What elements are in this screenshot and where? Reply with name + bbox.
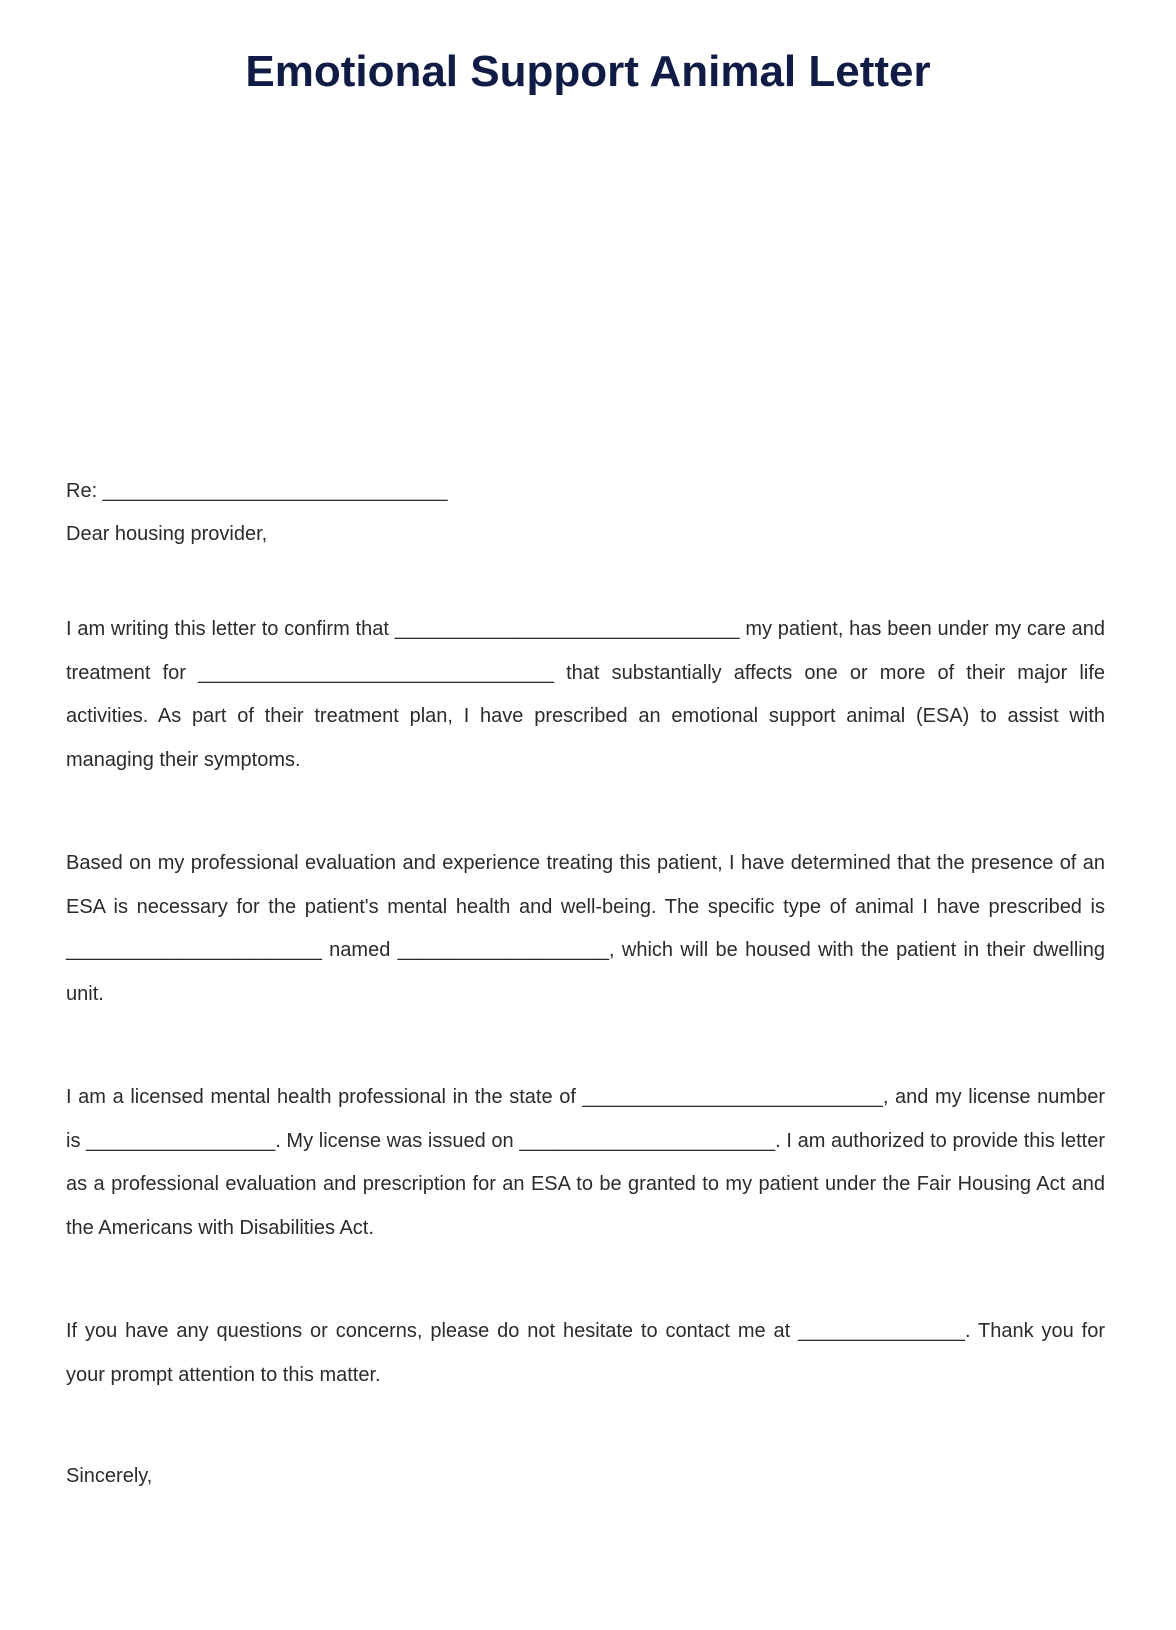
paragraph-license: I am a licensed mental health professional in the state of ___________________________, and my license number is _________________. My license was issued on _______________________. I am authorized to provide this letter as a professional evaluation and prescription for an ESA to be granted to my patient under the Fair Housing Act and the Americans with Disabilities Act. — [66, 1086, 1105, 1239]
spacer — [66, 782, 1105, 842]
closing: Sincerely, — [66, 1465, 153, 1487]
spacer — [66, 1250, 1105, 1310]
document-title: Emotional Support Animal Letter — [245, 47, 931, 96]
spacer — [66, 1016, 1105, 1076]
letter-body — [66, 470, 1105, 1498]
paragraph-evaluation: Based on my professional evaluation and experience treating this patient, I have determined that the presence of an ESA is necessary for the patient's mental health and well-being. The specific type of animal I have prescribed is _______________________ named ___________________, which will be housed with the patient in their dwelling unit. — [66, 852, 1105, 1005]
paragraph-confirmation: I am writing this letter to confirm that _______________________________ my patient, has been under my care and treatment for ________________________________ that substantially affects one or more of their major life activities. As part of their treatment plan, I have prescribed an emotional support animal (ESA) to assist with managing their symptoms. — [66, 618, 1105, 771]
salutation: Dear housing provider, — [66, 523, 268, 545]
spacer — [66, 556, 1105, 608]
paragraph-contact: If you have any questions or concerns, please do not hesitate to contact me at _______________. Thank you for your prompt attention to this matter. — [66, 1320, 1105, 1386]
re-line: Re: _______________________________ — [66, 480, 448, 502]
spacer — [66, 1397, 1105, 1455]
